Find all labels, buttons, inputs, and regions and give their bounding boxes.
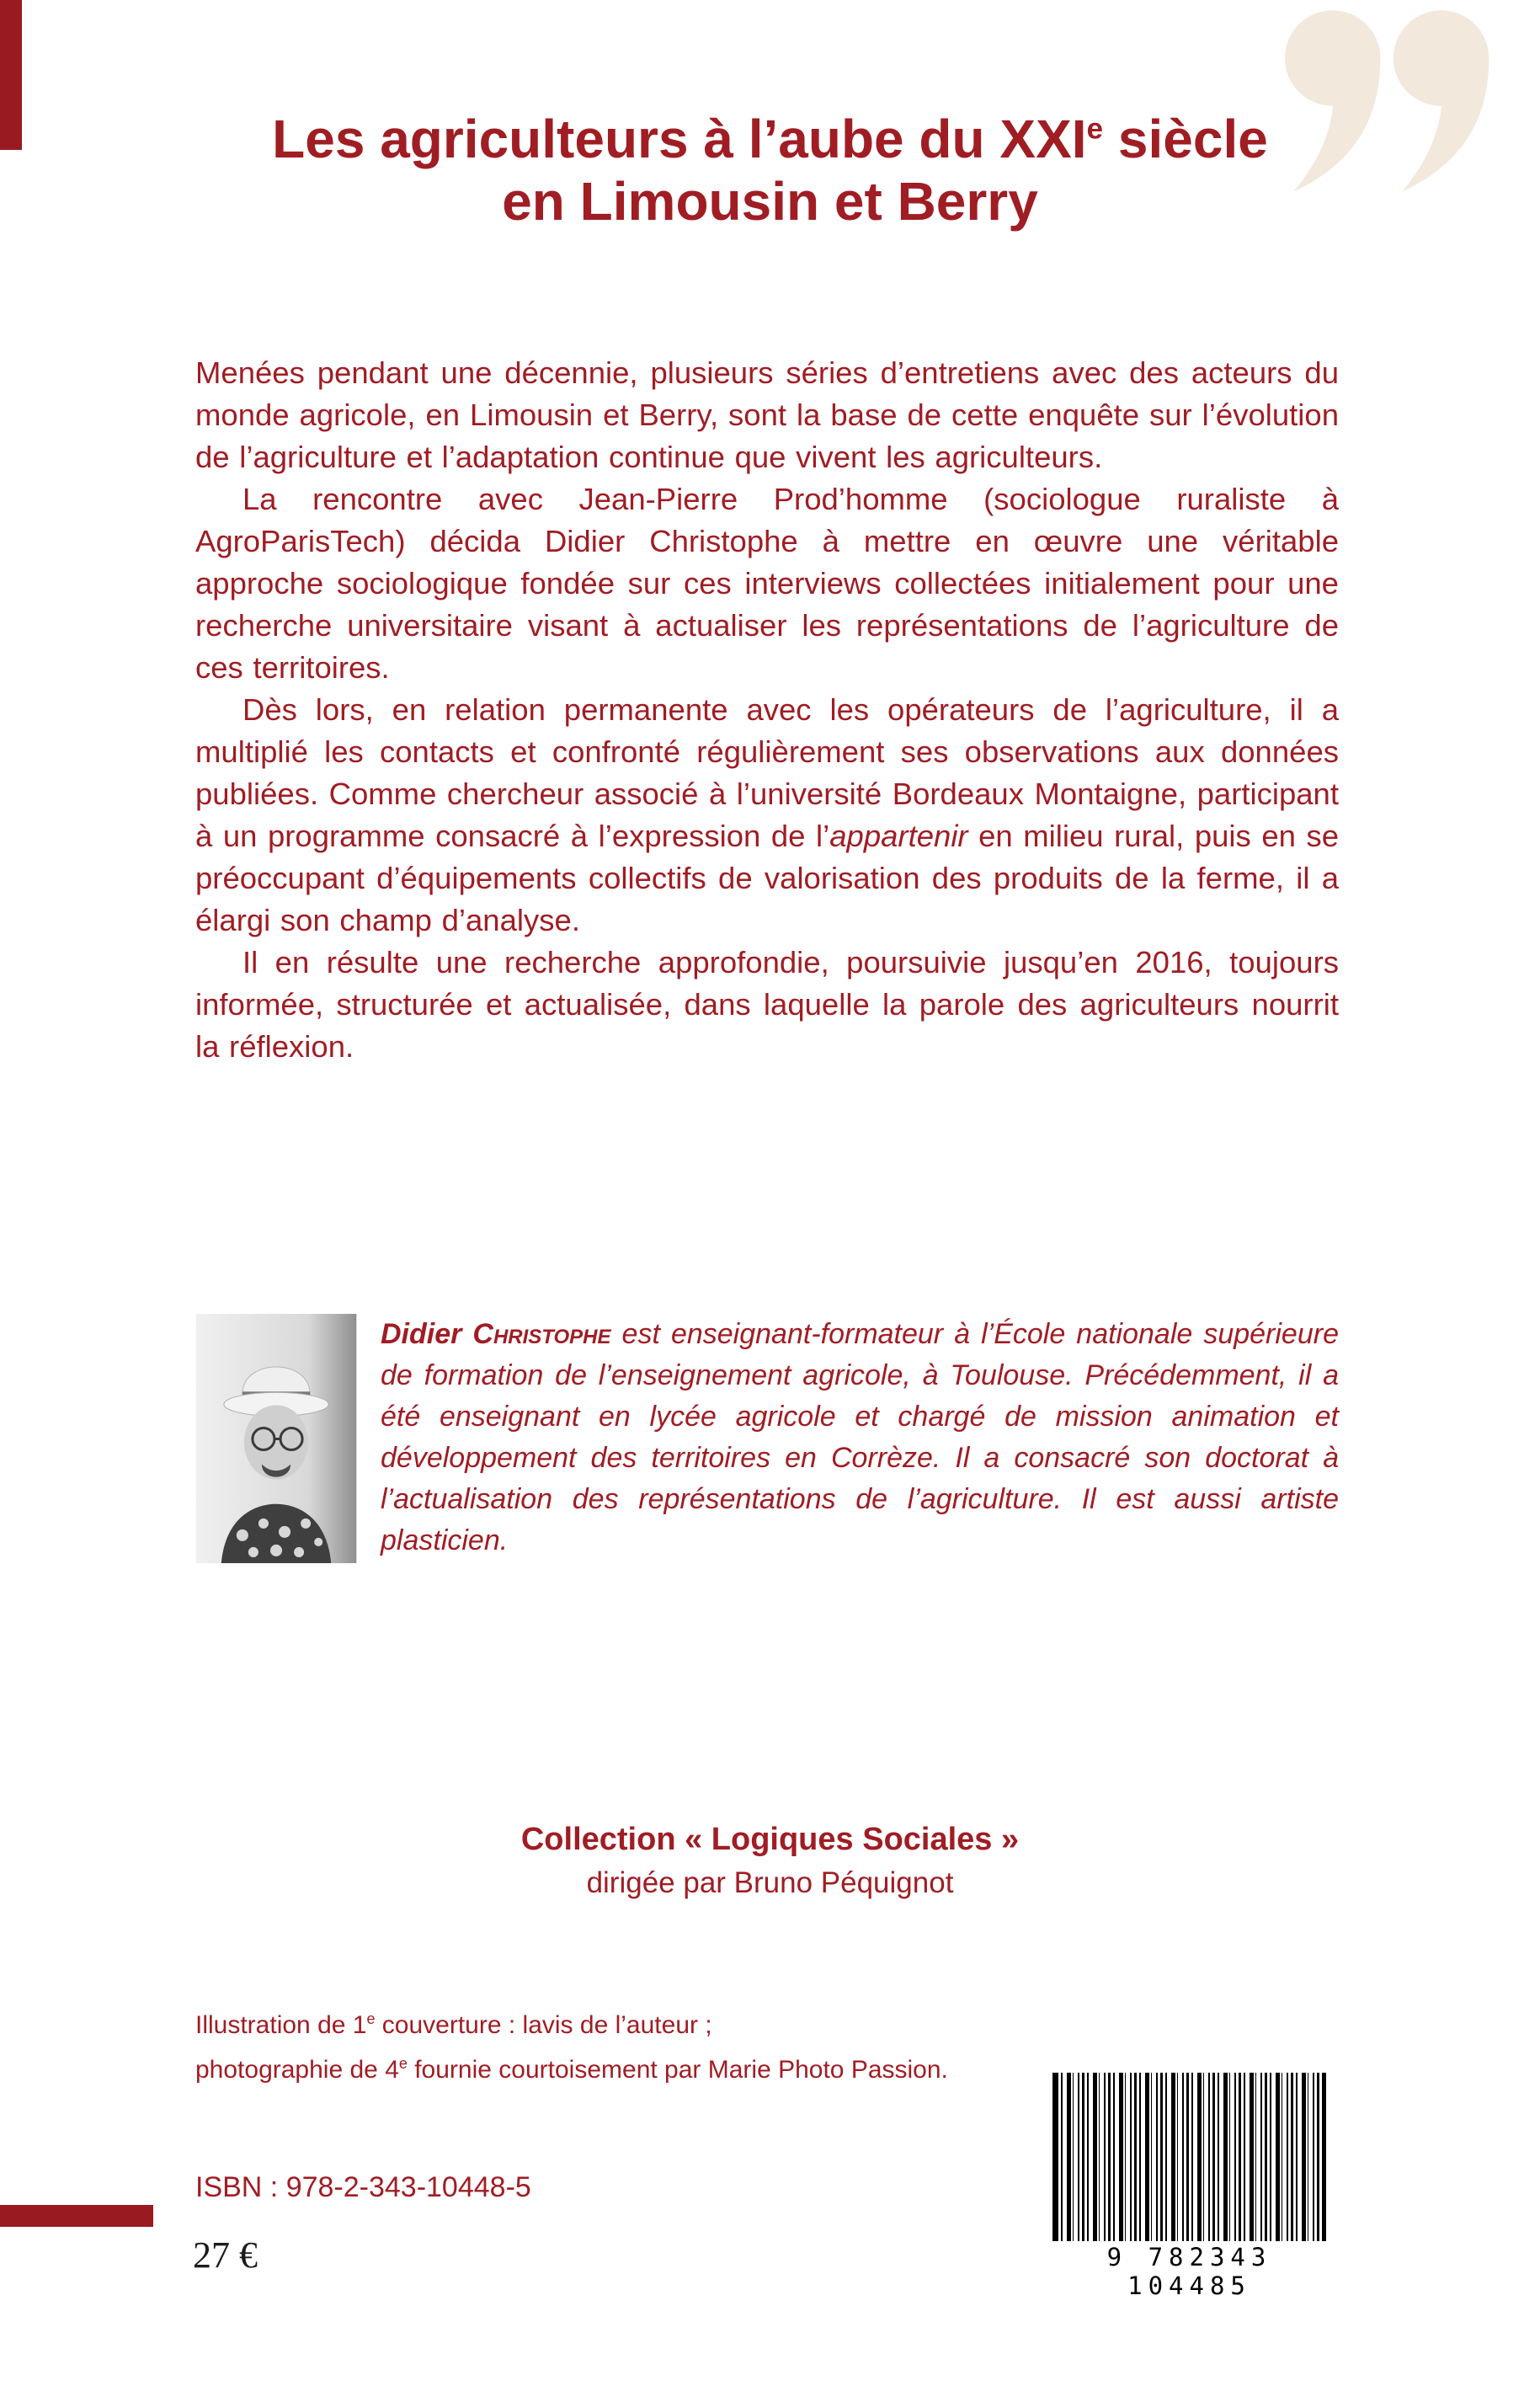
credit-line-photo — [195, 2047, 948, 2092]
book-title — [0, 108, 1540, 232]
credits — [195, 2003, 948, 2092]
credit1-post: couverture : lavis de l’auteur ; — [375, 2011, 712, 2039]
title-line1-text: Les agriculteurs à l’aube du XXI — [272, 109, 1087, 169]
book-title-line2: en Limousin et Berry — [502, 171, 1038, 232]
blurb-paragraph — [195, 689, 1339, 942]
blurb-p3-italic: appartenir — [829, 819, 968, 853]
author-bio — [381, 1314, 1339, 1561]
credit2-superscript: e — [398, 2055, 408, 2072]
author-section — [195, 1314, 1339, 1563]
blurb-paragraph: La rencontre avec Jean-Pierre Prod’homme (sociologue ruraliste à AgroParisTech) décida Didier Christophe à mettre en œuvre une véritable approche sociologique fondée sur ces interviews collectées initialement pour une recherche universitaire visant à actualiser les représentations de l’agriculture de ces territoires. — [195, 482, 1339, 685]
author-photo — [195, 1314, 357, 1563]
credit-line-cover — [195, 2003, 948, 2047]
credit1-superscript: e — [366, 2010, 376, 2027]
isbn-text: ISBN : 978-2-343-10448-5 — [195, 2171, 531, 2203]
barcode-bars — [1052, 2073, 1326, 2241]
credit2-pre: photographie de 4 — [195, 2056, 399, 2084]
credit2-post: fournie courtoisement par Marie Photo Passion. — [407, 2056, 948, 2084]
author-first-name: Didier — [381, 1318, 473, 1350]
blurb-paragraph: Menées pendant une décennie, plusieurs séries d’entretiens avec des acteurs du monde agricole, en Limousin et Berry, sont la base de cette enquête sur l’évolution de l’agriculture et l’adaptation continue que vivent les agriculteurs. — [195, 355, 1339, 474]
barcode — [1052, 2073, 1326, 2300]
author-last-name: Christophe — [472, 1318, 611, 1350]
blurb-p3-post: en milieu rural, puis en se préoccupant d’équipements collectifs de valorisation des produits de la ferme, il a élargi son champ d’analyse. — [195, 819, 1340, 937]
price-text: 27 € — [193, 2234, 258, 2276]
title-line1-end: siècle — [1103, 109, 1268, 169]
title-superscript: e — [1086, 112, 1104, 146]
barcode-digits: 9 782343 104485 — [1106, 2243, 1272, 2300]
collection-section — [0, 1818, 1540, 1905]
collection-director: dirigée par Bruno Péquignot — [586, 1866, 954, 1899]
blurb-paragraph: Il en résulte une recherche approfondie, poursuivie jusqu’en 2016, toujours informée, structurée et actualisée, dans laquelle la parole des agriculteurs nourrit la réflexion. — [195, 945, 1339, 1064]
author-bio-text: est enseignant-formateur à l’École nationale supérieure de formation de l’enseignement agricole, à Toulouse. Précédemment, il a été enseignant en lycée agricole et chargé de mission animation et développement des territoires en Corrèze. Il a consacré son doctorat à l’actualisation des représentations de l’agriculture. Il est aussi artiste plasticien. — [381, 1318, 1339, 1556]
book-title-line1 — [0, 108, 1540, 170]
credit1-pre: Illustration de 1 — [195, 2011, 367, 2039]
bottom-left-red-bar — [0, 2205, 153, 2227]
blurb-p3-pre: Dès lors, en relation permanente avec les opérateurs de l’agriculture, il a multiplié les contacts et confronté régulièrement ses observations aux données publiées. Comme chercheur associé à l’université Bordeaux Montaigne, participant à un programme consacré à l’expression de l’ — [195, 692, 1339, 853]
blurb — [195, 352, 1339, 1068]
collection-title: Collection « Logiques Sociales » — [520, 1822, 1020, 1857]
